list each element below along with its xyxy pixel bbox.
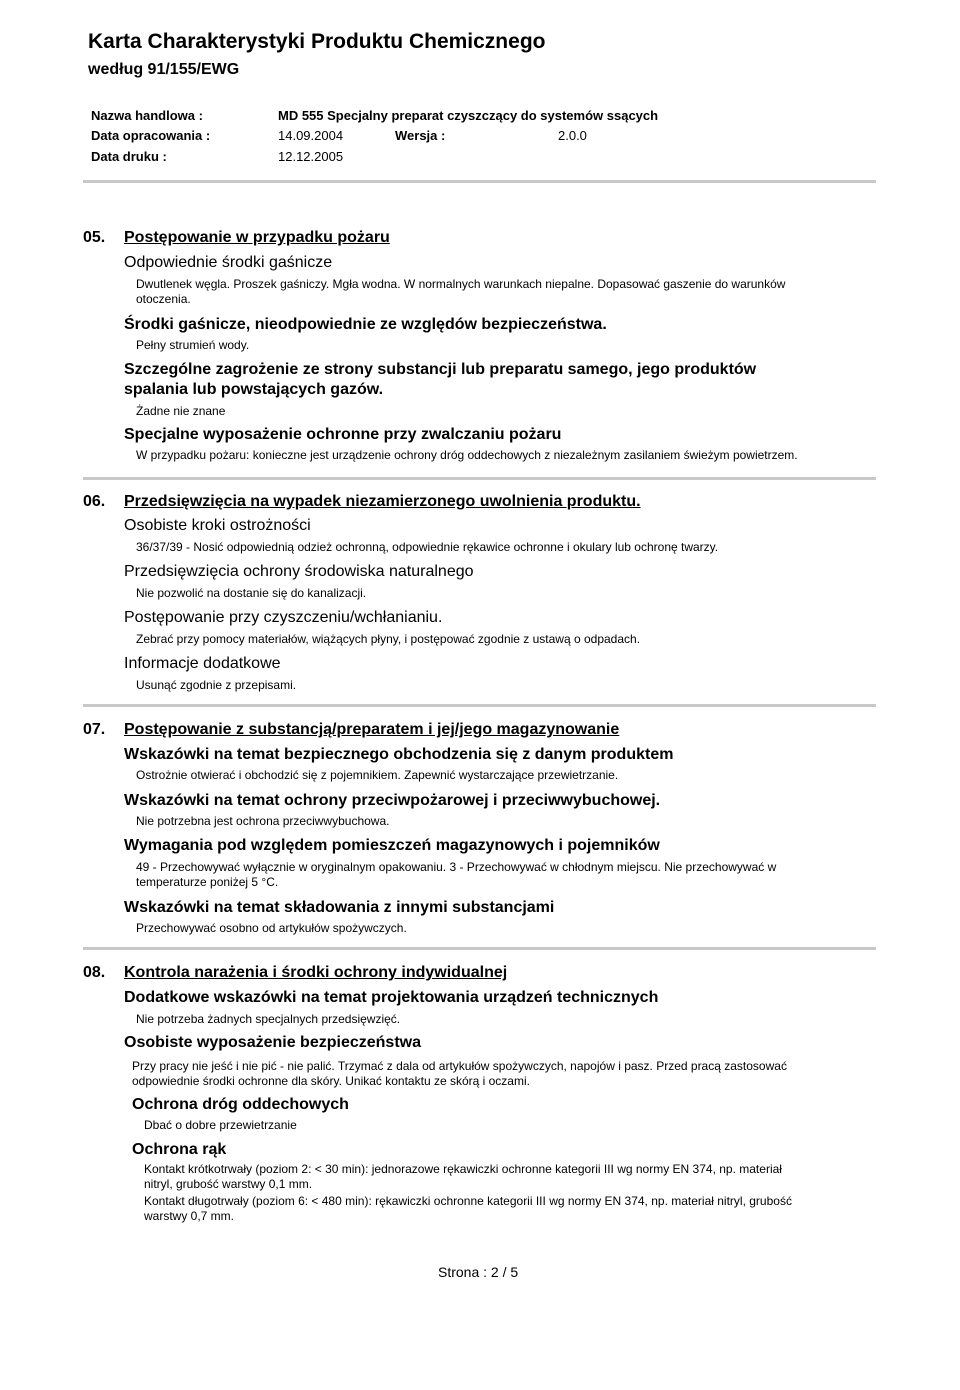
section-05-title: Postępowanie w przypadku pożaru	[124, 229, 390, 246]
page-number: Strona : 2 / 5	[438, 1264, 519, 1280]
s05-heading-unsuitable-media: Środki gaśnicze, nieodpowiednie ze względów bezpieczeństwa.	[124, 316, 607, 333]
section-07-title: Postępowanie z substancją/preparatem i jej/jego magazynowanie	[124, 721, 620, 738]
s08-text-respiratory-protection: Dbać o dobre przewietrzanie	[144, 1118, 297, 1132]
s06-text-environmental-precautions: Nie pozwolić na dostanie się do kanalizacji.	[136, 586, 367, 600]
s05-text-extinguishing-media-1: Dwutlenek węgla. Proszek gaśniczy. Mgła wodna. W normalnych warunkach niepalne. Dopasować gaszenie do warunków	[136, 277, 786, 291]
s06-heading-cleaning: Postępowanie przy czyszczeniu/wchłanianiu.	[124, 609, 443, 626]
s07-text-fire-protection: Nie potrzebna jest ochrona przeciwwybuchowa.	[136, 814, 390, 828]
section-05-divider	[83, 477, 876, 480]
section-06-divider	[83, 704, 876, 707]
s06-heading-personal-precautions: Osobiste kroki ostrożności	[124, 517, 311, 534]
s06-heading-environmental-precautions: Przedsięwzięcia ochrony środowiska naturalnego	[124, 563, 474, 580]
s05-text-protective-equipment: W przypadku pożaru: konieczne jest urządzenie ochrony dróg oddechowych z niezależnym zasilaniem świeżym powietrzem.	[136, 448, 798, 462]
header-divider	[83, 180, 876, 183]
document-title: Karta Charakterystyki Produktu Chemicznego	[88, 30, 546, 53]
s05-text-unsuitable-media: Pełny strumień wody.	[136, 338, 250, 352]
trade-name-value: MD 555 Specjalny preparat czyszczący do systemów ssących	[278, 108, 659, 123]
s05-heading-special-hazards-1: Szczególne zagrożenie ze strony substancji lub preparatu samego, jego produktów	[124, 361, 757, 378]
section-06-title: Przedsięwzięcia na wypadek niezamierzonego uwolnienia produktu.	[124, 493, 641, 510]
s08-text-technical-design: Nie potrzeba żadnych specjalnych przedsięwzięć.	[136, 1012, 401, 1026]
s08-heading-respiratory-protection: Ochrona dróg oddechowych	[132, 1096, 349, 1113]
s08-heading-hand-protection: Ochrona rąk	[132, 1141, 227, 1158]
s07-heading-fire-protection: Wskazówki na temat ochrony przeciwpożarowej i przeciwwybuchowej.	[124, 792, 661, 809]
section-06-number: 06.	[83, 493, 106, 510]
section-05-number: 05.	[83, 229, 106, 246]
s07-text-safe-handling: Ostrożnie otwierać i obchodzić się z pojemnikiem. Zapewnić wystarczające przewietrzanie.	[136, 768, 619, 782]
s05-text-special-hazards: Żadne nie znane	[136, 404, 226, 418]
s06-text-personal-precautions: 36/37/39 - Nosić odpowiednią odzież ochronną, odpowiednie rękawice ochronne i okulary lub ochronę twarzy.	[136, 540, 719, 554]
s08-text-hand-protection-1: Kontakt krótkotrwały (poziom 2: < 30 min): jednorazowe rękawiczki ochronne kategorii III wg normy EN 374, np. materiał	[144, 1162, 782, 1176]
s08-text-hand-protection-4: warstwy 0,7 mm.	[144, 1209, 235, 1223]
s05-heading-protective-equipment: Specjalne wyposażenie ochronne przy zwalczaniu pożaru	[124, 426, 562, 443]
s08-text-hand-protection-2: nitryl, grubość warstwy 0,1 mm.	[144, 1177, 313, 1191]
s08-text-hand-protection-3: Kontakt długotrwały (poziom 6: < 480 min): rękawiczki ochronne kategorii III wg normy EN 374, np. materiał nitryl, grubość	[144, 1194, 792, 1208]
print-date-value: 12.12.2005	[278, 149, 344, 164]
s07-text-storage-requirements-2: temperaturze poniżej 5 °C.	[136, 875, 279, 889]
prep-date-value: 14.09.2004	[278, 128, 344, 143]
s07-heading-storage-with-others: Wskazówki na temat składowania z innymi substancjami	[124, 899, 555, 916]
s05-heading-special-hazards-2: spalania lub powstających gazów.	[124, 381, 384, 398]
s08-text-ppe-2: odpowiednie środki ochronne dla skóry. Unikać kontaktu ze skórą i oczami.	[132, 1074, 530, 1088]
version-label: Wersja :	[395, 128, 446, 143]
section-07-number: 07.	[83, 721, 106, 738]
s06-text-cleaning: Zebrać przy pomocy materiałów, wiążących płyny, i postępować zgodnie z ustawą o odpadach.	[136, 632, 641, 646]
s07-heading-safe-handling: Wskazówki na temat bezpiecznego obchodzenia się z danym produktem	[124, 746, 674, 763]
version-value: 2.0.0	[558, 128, 587, 143]
trade-name-label: Nazwa handlowa :	[91, 108, 203, 123]
prep-date-label: Data opracowania :	[91, 128, 211, 143]
print-date-label: Data druku :	[91, 149, 167, 164]
s08-text-ppe-1: Przy pracy nie jeść i nie pić - nie palić. Trzymać z dala od artykułów spożywczych, napojów i pasz. Przed pracą zastosować	[132, 1059, 787, 1073]
s05-heading-extinguishing-media: Odpowiednie środki gaśnicze	[124, 254, 333, 271]
section-08-title: Kontrola narażenia i środki ochrony indywidualnej	[124, 964, 508, 981]
s07-text-storage-requirements-1: 49 - Przechowywać wyłącznie w oryginalnym opakowaniu. 3 - Przechowywać w chłodnym miejscu. Nie przechowywać w	[136, 860, 777, 874]
section-08-number: 08.	[83, 964, 106, 981]
s06-text-additional-info: Usunąć zgodnie z przepisami.	[136, 678, 297, 692]
s06-heading-additional-info: Informacje dodatkowe	[124, 655, 281, 672]
document-subtitle: według 91/155/EWG	[88, 61, 240, 78]
s08-heading-technical-design: Dodatkowe wskazówki na temat projektowania urządzeń technicznych	[124, 989, 659, 1006]
s05-text-extinguishing-media-2: otoczenia.	[136, 292, 191, 306]
s07-text-storage-with-others: Przechowywać osobno od artykułów spożywczych.	[136, 921, 407, 935]
s07-heading-storage-requirements: Wymagania pod względem pomieszczeń magazynowych i pojemników	[124, 837, 660, 854]
s08-heading-personal-protective-equipment: Osobiste wyposażenie bezpieczeństwa	[124, 1034, 421, 1051]
section-07-divider	[83, 947, 876, 950]
